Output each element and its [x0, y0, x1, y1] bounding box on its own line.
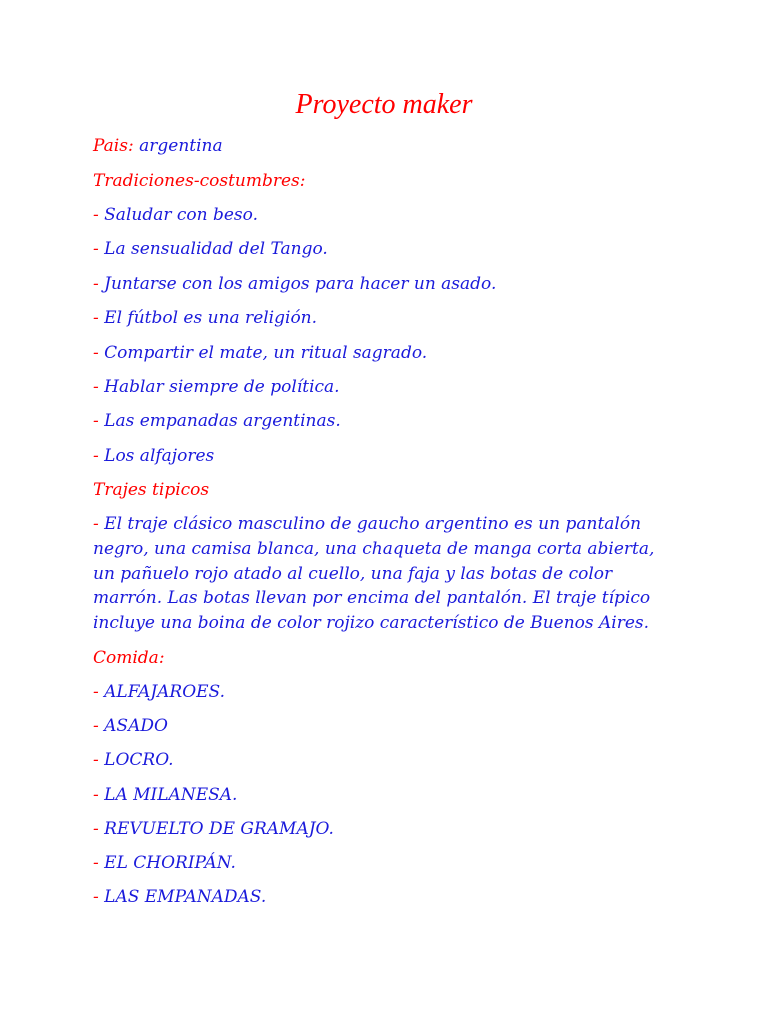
tradition-item: [93, 272, 496, 296]
country-line: [93, 134, 223, 158]
bullet-dash: -: [93, 308, 99, 328]
bullet-dash: -: [93, 274, 99, 294]
tradition-item-text: La sensualidad del Tango.: [104, 239, 328, 259]
costumes-line: un pañuelo rojo atado al cuello, una faja y las botas de color: [93, 563, 613, 584]
bullet-dash: -: [93, 716, 99, 736]
tradition-item: [93, 409, 341, 433]
food-item: [93, 714, 168, 738]
costumes-line: negro, una camisa blanca, una chaqueta de manga corta abierta,: [93, 538, 655, 559]
bullet-dash: -: [93, 514, 99, 534]
food-item-text: LAS EMPANADAS.: [104, 887, 267, 907]
costumes-line: incluye una boina de color rojizo característico de Buenos Aires.: [93, 613, 650, 633]
country-label: Pais:: [93, 136, 134, 156]
bullet-dash: -: [93, 853, 99, 873]
bullet-dash: -: [93, 205, 99, 225]
bullet-dash: -: [93, 343, 99, 363]
tradition-item-text: El fútbol es una religión.: [104, 308, 318, 328]
traditions-heading: Tradiciones-costumbres:: [93, 171, 306, 191]
tradition-item: [93, 375, 340, 399]
tradition-item-text: Juntarse con los amigos para hacer un asado.: [104, 274, 497, 294]
tradition-item: [93, 306, 317, 330]
tradition-item-text: Hablar siempre de política.: [104, 377, 340, 397]
costumes-line: marrón. Las botas llevan por encima del pantalón. El traje típico: [93, 588, 651, 609]
food-item-text: LA MILANESA.: [104, 785, 238, 805]
tradition-item: [93, 203, 258, 227]
food-item: [93, 851, 236, 875]
food-item: [93, 885, 266, 909]
food-item: [93, 748, 174, 772]
bullet-dash: -: [93, 887, 99, 907]
bullet-dash: -: [93, 750, 99, 770]
costumes-paragraph: [93, 512, 683, 636]
food-heading: Comida:: [93, 648, 165, 668]
food-item-text: ALFAJAROES.: [104, 682, 225, 702]
tradition-item-text: Los alfajores: [104, 446, 215, 466]
tradition-item-text: Compartir el mate, un ritual sagrado.: [104, 343, 428, 363]
bullet-dash: -: [93, 239, 99, 259]
costumes-line-text: El traje clásico masculino de gaucho argentino es un pantalón: [104, 514, 642, 534]
food-item: [93, 817, 334, 841]
tradition-item-text: Las empanadas argentinas.: [104, 411, 341, 431]
bullet-dash: -: [93, 785, 99, 805]
bullet-dash: -: [93, 682, 99, 702]
food-item-text: ASADO: [104, 716, 168, 736]
food-item-text: EL CHORIPÁN.: [104, 853, 236, 873]
bullet-dash: -: [93, 411, 99, 431]
costumes-heading: Trajes tipicos: [93, 480, 210, 500]
tradition-item: [93, 341, 427, 365]
food-item-text: REVUELTO DE GRAMAJO.: [104, 819, 334, 839]
tradition-item: [93, 237, 328, 261]
tradition-item-text: Saludar con beso.: [104, 205, 258, 225]
costumes-line: [93, 512, 683, 537]
document-title: Proyecto maker: [295, 89, 473, 120]
country-value: argentina: [139, 136, 223, 156]
bullet-dash: -: [93, 446, 99, 466]
bullet-dash: -: [93, 377, 99, 397]
bullet-dash: -: [93, 819, 99, 839]
tradition-item: [93, 444, 214, 468]
food-item: [93, 680, 225, 704]
food-item: [93, 783, 237, 807]
food-item-text: LOCRO.: [104, 750, 174, 770]
